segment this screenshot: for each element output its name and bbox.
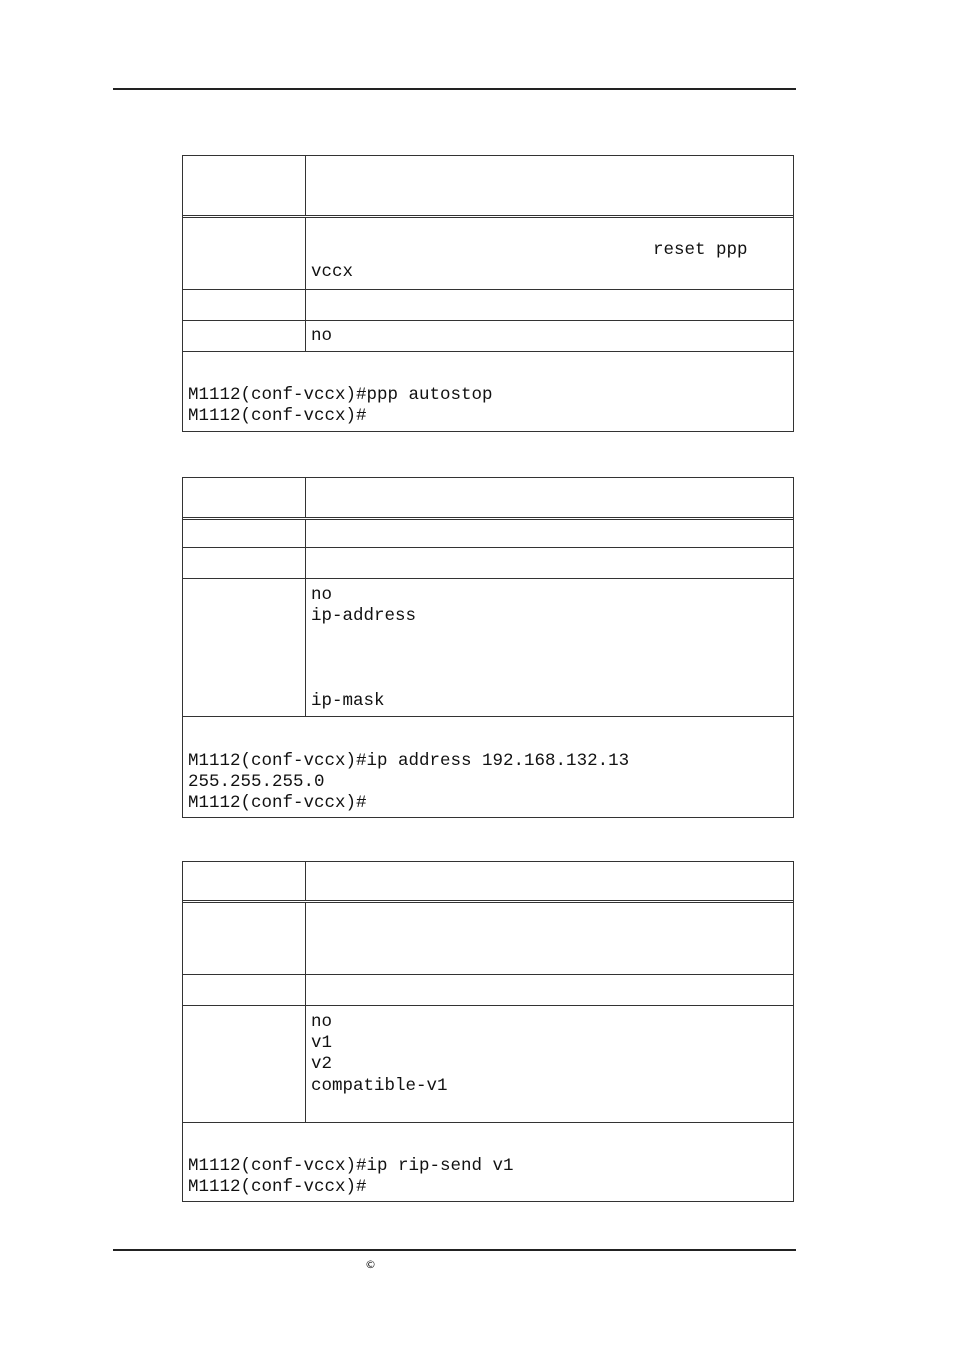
compatible-v1-option: compatible-v1 [311,1076,448,1096]
v1-option: v1 [311,1033,333,1053]
table-row [183,289,793,320]
table-row [183,478,793,517]
value-cell [305,579,793,716]
no-keyword: no [311,326,333,346]
example-row [183,716,793,817]
example-line: M1112(conf-vccx)# [188,1177,367,1197]
table-row [183,156,793,215]
example-line: M1112(conf-vccx)#ip rip-send v1 [188,1156,514,1176]
value-cell [305,520,793,547]
example-row [183,1122,793,1201]
label-cell [183,862,306,900]
label-cell [183,218,306,289]
label-cell [183,478,306,517]
ip-address-param: ip-address [311,606,417,626]
value-cell [305,862,793,900]
label-cell [183,156,306,215]
table-row [183,320,793,351]
no-keyword: no [311,585,333,605]
table-row [183,862,793,900]
table-row [183,517,793,547]
value-cell [305,975,793,1005]
value-cell [305,321,793,351]
label-cell [183,975,306,1005]
command-table-ip-rip-send [182,861,794,1202]
vccx-text: vccx [311,262,354,282]
reset-ppp-text: reset ppp [653,240,748,260]
label-cell [183,321,306,351]
table-row [183,974,793,1005]
table-row [183,1005,793,1122]
label-cell [183,1006,306,1122]
value-cell [305,218,793,289]
label-cell [183,579,306,716]
table-row [183,578,793,716]
copyright-symbol: © [365,1258,376,1271]
value-cell [305,1006,793,1122]
label-cell [183,903,306,974]
no-keyword: no [311,1012,333,1032]
value-cell [305,156,793,215]
header-rule [113,88,796,90]
table-row [183,547,793,578]
v2-option: v2 [311,1054,333,1074]
example-row [183,351,793,431]
command-table-ip-address [182,477,794,818]
ip-mask-param: ip-mask [311,691,385,711]
table-row [183,215,793,289]
table-row [183,900,793,974]
example-line: 255.255.255.0 [188,772,325,792]
example-line: M1112(conf-vccx)#ppp autostop [188,385,493,405]
label-cell [183,520,306,547]
value-cell [305,903,793,974]
example-line: M1112(conf-vccx)# [188,406,367,426]
label-cell [183,548,306,578]
value-cell [305,290,793,320]
example-line: M1112(conf-vccx)# [188,793,367,813]
command-table-ppp-autostop [182,155,794,432]
label-cell [183,290,306,320]
example-line: M1112(conf-vccx)#ip address 192.168.132.13 [188,751,630,771]
footer-rule [113,1249,796,1251]
value-cell [305,548,793,578]
value-cell [305,478,793,517]
